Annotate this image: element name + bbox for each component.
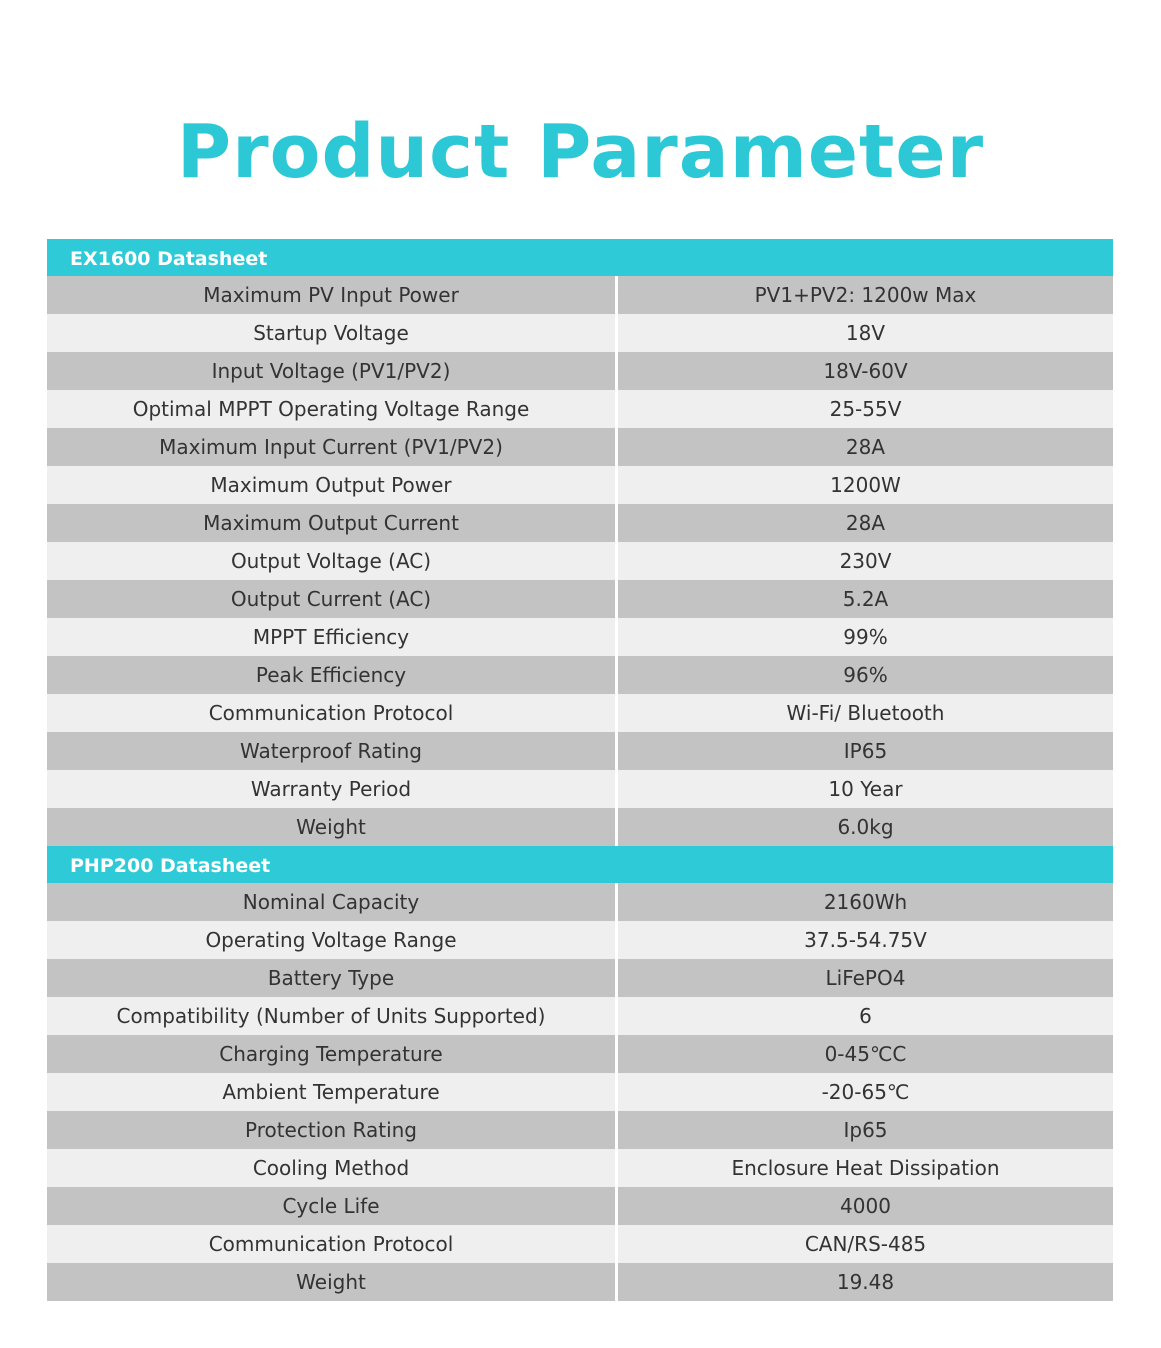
param-label: Output Current (AC) [47,580,618,618]
param-label: Compatibility (Number of Units Supported) [47,997,618,1035]
param-value: 230V [839,549,892,573]
param-value: -20-65℃ [821,1080,910,1104]
table-row [47,466,1113,504]
table-row [47,390,1113,428]
param-label: Peak Efficiency [47,656,618,694]
param-value: CAN/RS-485 [804,1232,927,1256]
param-label: MPPT Efficiency [47,618,618,656]
param-value: 25-55V [829,397,902,421]
table-row [47,1149,1113,1187]
param-value: 18V [845,321,886,345]
datasheet-table [47,239,1113,1301]
param-value: 0-45℃C [824,1042,907,1066]
param-label: Maximum Output Power [47,466,618,504]
table-row [47,1263,1113,1301]
param-value: 4000 [840,1194,891,1218]
param-label: Communication Protocol [47,694,618,732]
param-label: Weight [47,1263,618,1301]
param-value: 19.48 [836,1270,895,1294]
param-value: 99% [843,625,888,649]
param-value: IP65 [843,739,888,763]
table-row [47,1111,1113,1149]
table-row [47,997,1113,1035]
table-row [47,732,1113,770]
table-row [47,314,1113,352]
table-row [47,656,1113,694]
param-label: Output Voltage (AC) [47,542,618,580]
table-row [47,770,1113,808]
param-label: Weight [47,808,618,846]
table-row [47,276,1113,314]
table-row [47,580,1113,618]
param-value: 2160Wh [823,890,908,914]
param-label: Operating Voltage Range [47,921,618,959]
param-label: Protection Rating [47,1111,618,1149]
param-value: 96% [843,663,888,687]
table-row [47,921,1113,959]
datasheet-section-php200 [47,846,1113,1301]
table-row [47,428,1113,466]
section-header: EX1600 Datasheet [47,239,1113,276]
table-row [47,1225,1113,1263]
param-value: 5.2A [842,587,889,611]
param-label: Ambient Temperature [47,1073,618,1111]
param-value: 37.5-54.75V [804,928,927,952]
table-row [47,352,1113,390]
table-row [47,1073,1113,1111]
param-value: LiFePO4 [825,966,906,990]
page-title: Product Parameter [176,109,985,195]
param-value: PV1+PV2: 1200w Max [754,283,977,307]
param-label: Cooling Method [47,1149,618,1187]
param-value: 6.0kg [837,815,894,839]
param-label: Cycle Life [47,1187,618,1225]
param-label: Startup Voltage [47,314,618,352]
table-row [47,883,1113,921]
param-value: Enclosure Heat Dissipation [731,1156,1000,1180]
param-label: Maximum Input Current (PV1/PV2) [47,428,618,466]
param-value: 28A [845,435,886,459]
param-label: Waterproof Rating [47,732,618,770]
param-label: Maximum Output Current [47,504,618,542]
param-value: Wi-Fi/ Bluetooth [786,701,945,725]
table-row [47,504,1113,542]
param-label: Battery Type [47,959,618,997]
table-row [47,959,1113,997]
param-value: 18V-60V [823,359,908,383]
param-label: Communication Protocol [47,1225,618,1263]
param-value: 6 [859,1004,872,1028]
table-row [47,1035,1113,1073]
param-label: Charging Temperature [47,1035,618,1073]
table-row [47,542,1113,580]
section-header: PHP200 Datasheet [47,846,1113,883]
datasheet-section-ex1600 [47,239,1113,846]
param-value: 28A [845,511,886,535]
param-value: 10 Year [828,777,903,801]
table-row [47,808,1113,846]
table-row [47,618,1113,656]
param-label: Warranty Period [47,770,618,808]
param-label: Nominal Capacity [47,883,618,921]
param-label: Input Voltage (PV1/PV2) [47,352,618,390]
param-value: 1200W [830,473,901,497]
table-row [47,694,1113,732]
param-value: Ip65 [843,1118,888,1142]
param-label: Maximum PV Input Power [47,276,618,314]
param-label: Optimal MPPT Operating Voltage Range [47,390,618,428]
table-row [47,1187,1113,1225]
